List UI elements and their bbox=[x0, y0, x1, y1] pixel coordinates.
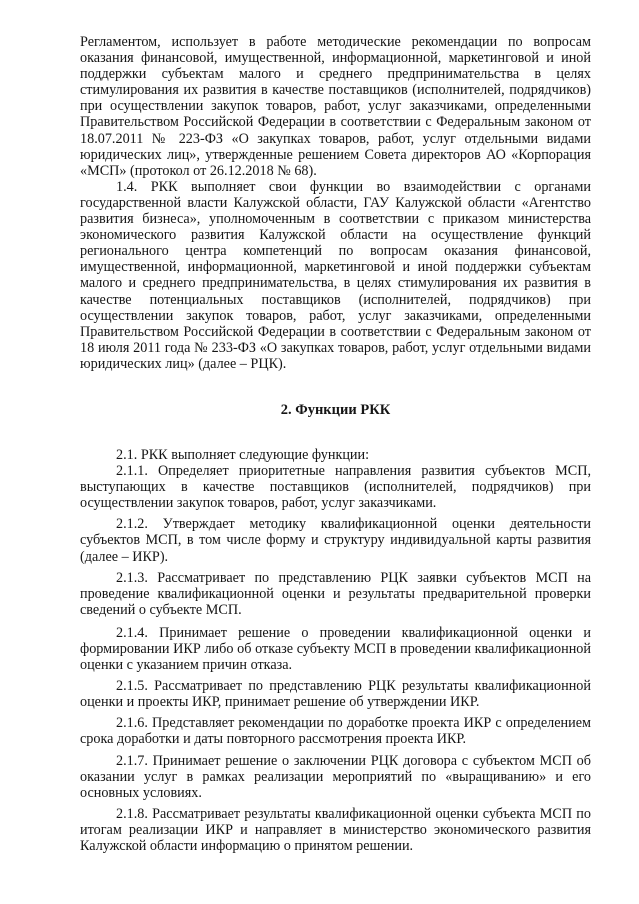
function-2-1-8: 2.1.8. Рассматривает результаты квалификационной оценки субъекта МСП по итогам реализации ИКР и направляет в министерство экономического развития Калужской области информацию о принятом решении. bbox=[80, 805, 591, 855]
paragraph-regulation-continuation: Регламентом, использует в работе методические рекомендации по вопросам оказания финансовой, имущественной, информационной, маркетинговой и иной поддержки субъектам малого и среднего предпринимательства в целях стимулирования их развития в качестве поставщиков (исполнителей, подрядчиков) при осуществлении закупок товаров, работ, услуг заказчиками, определенными Правительством Российской Федерации в соответствии с Федеральным законом от 18.07.2011 № 223-ФЗ «О закупках товаров, работ, услуг отдельными видами юридических лиц», утвержденные решением Совета директоров АО «Корпорация «МСП» (протокол от 26.12.2018 № 68). bbox=[80, 34, 591, 179]
function-2-1-2: 2.1.2. Утверждает методику квалификационной оценки деятельности субъектов МСП, в том числе форму и структуру индивидуальной карты развития (далее – ИКР). bbox=[80, 516, 591, 565]
function-2-1-7: 2.1.7. Принимает решение о заключении РЦК договора с субъектом МСП об оказании услуг в рамках реализации мероприятий по «выращиванию» и его основных условиях. bbox=[80, 752, 591, 801]
function-2-1-3: 2.1.3. Рассматривает по представлению РЦК заявки субъектов МСП на проведение квалификационной оценки и результаты предварительной проверки сведений о субъекте МСП. bbox=[80, 569, 591, 618]
functions-intro: 2.1. РКК выполняет следующие функции: bbox=[116, 446, 370, 463]
function-2-1-5: 2.1.5. Рассматривает по представлению РЦК результаты квалификационной оценки и проекты ИКР, принимает решение об утверждении ИКР. bbox=[80, 678, 591, 711]
section-heading: 2. Функции РКК bbox=[280, 401, 391, 418]
function-2-1-6: 2.1.6. Представляет рекомендации по доработке проекта ИКР с определением срока доработки и даты повторного рассмотрения проекта ИКР. bbox=[80, 715, 591, 748]
paragraph-1-4: 1.4. РКК выполняет свои функции во взаимодействии с органами государственной власти Калужской области, ГАУ Калужской области «Агентство развития бизнеса», уполномоченным в соответствии с приказом министерства экономического развития Калужской области на осуществление функций регионального центра компетенций по вопросам оказания финансовой, имущественной, информационной, маркетинговой и иной поддержки субъектам малого и среднего предпринимательства, в целях стимулирования их развития в качестве потенциальных поставщиков (исполнителей, подрядчиков) при осуществлении закупок товаров, работ, услуг заказчиками, определенными Правительством Российской Федерации в соответствии с Федеральным законом от 18 июля 2011 года № 233-ФЗ «О закупках товаров, работ, услуг отдельными видами юридических лиц» (далее – РЦК). bbox=[80, 178, 591, 372]
function-2-1-1: 2.1.1. Определяет приоритетные направления развития субъектов МСП, выступающих в качестве поставщиков (исполнителей, подрядчиков) при осуществлении закупок товаров, работ, услуг заказчиками. bbox=[80, 463, 591, 512]
function-2-1-4: 2.1.4. Принимает решение о проведении квалификационной оценки и формировании ИКР либо об отказе субъекту МСП в проведении квалификационной оценки с указанием причин отказа. bbox=[80, 624, 591, 674]
